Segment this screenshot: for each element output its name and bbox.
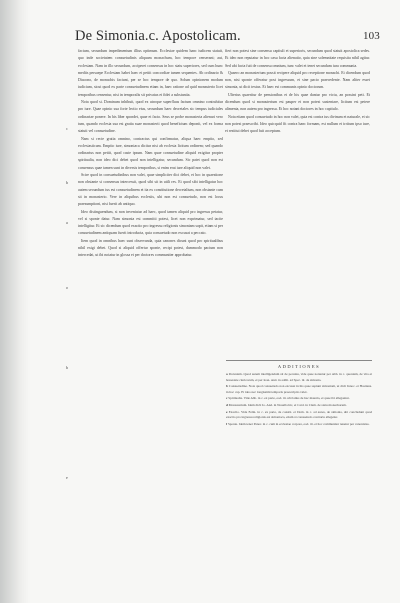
note-text: Spiritualia. Vide Abb. in c. ex parte, eod. tit. ubi latius de hac materia, et quae ibi allegantur. <box>228 396 350 401</box>
note-text: Exactio. Vide Felin. in c. ex parte, de constit. et Dom. in c. ad aures, de simonia, ubi concludunt quod exactio pro ingressu religionis est simoniaca, etiam si consuetudo contraria allegetur. <box>226 409 372 420</box>
addition-note <box>226 410 372 421</box>
addition-note <box>226 422 372 428</box>
page-number: 103 <box>363 30 380 42</box>
note-text: Monasterium. Idem dicit Io. And. in Nouella hic, et Card. in Clem. de statu monachorum. <box>228 402 347 407</box>
paragraph: Ideo distinguendum, si non inveniatur ad haec, quod tamen aliquid pro ingressu petatur, vel si sponte datur. Nam simonia est committi potest, licet non exprimatur, sed tacite intelligitur. Et sic dicendum quod exactio pro ingressu religionis simoniam sapit, etiam si per consuetudinem antiquam fuerit introducta, quia consuetudo non excusat a peccato. <box>78 209 223 236</box>
paragraph: Ulterius quaeritur de pensionibus et de his quae dantur pro victu, an possint peti. Et dicendum quod si monasterium est pauper et non potest sustentare, licitum est petere alimenta, non autem pro ingressu. Et hoc notant doctores in hoc capitulo. <box>225 92 370 112</box>
running-head-title: De Simonia.c. Apostolicam. <box>75 28 241 44</box>
margin-note: e <box>66 475 68 480</box>
margin-notes <box>60 60 76 550</box>
left-text-column <box>78 48 223 548</box>
margin-note: b <box>66 180 68 185</box>
additions-heading: ADDITIONES <box>277 364 321 369</box>
note-marker: d <box>226 402 228 407</box>
note-marker: b <box>226 384 228 389</box>
note-text: Sponte. Idem tenet Panor. in c. cum in ecclesiae corpore, eod. tit. et hoc communiter tenetur per canonistas. <box>227 421 370 426</box>
paragraph: Nota etiam quod consuetudo in hoc non valet, quia est contra ius divinum et naturale, et sic non potest praescribi. Ideo quicquid fit contra hanc formam, est nullum et irritum ipso iure, et restitui debet quod fuit acceptum. <box>225 114 370 134</box>
margin-note: a <box>66 220 68 225</box>
paragraph: Item quod in omnibus haec sunt observanda, quia canones dicunt quod pro spiritualibus nihil exigi debet. Quod si aliquid offertur sponte, recipi potest, dummodo pactum non intercedat, ut ibi notatur in glossa et per doctores communiter approbatur. <box>78 238 223 258</box>
note-marker: f <box>226 421 228 426</box>
note-marker: a <box>226 372 228 376</box>
paragraph: Nam si recte gratia omnino, contractus qui confirmatur, aliqua haec emptio, sed ecclesiasticum. Emptio iure, simoniaca dicitur nisi ab ecclesia licitum ordinem; sed quando ordinarius non petiit, quod caste ipsum. Nam quae consuetudine aliquid exigitur propter spiritualia, non ideo dici debet quod non intelligatur, secundum. Sic patet quod non est consensus quae tamen sunt in diversis temporibus, si enim erat iure aliquid non valet. <box>78 136 223 170</box>
paragraph: Nota quod si. Dominum inhibuit, quod ex utroque superfluas factum omnino contrahitur pro iure. Quae opinio sua forte lectio eius, secundum haec decretales sic tempus iudiciales ordinariae ponere. In his liber spondet, quae et facto. Seus se probe monasteria alienari vero tum, quando ecclesia sua est gratia suae monasterii quod beneficium deponit, vel ex forma statuti vel consuetudine. <box>78 100 223 134</box>
paragraph: Scire quod in consuetudinibus non valet, quae simpliciter dici debet, et hoc in quaestione non obstante si consensus intercessit, quod sibi sit in utili res. Et quod sibi intelligatur hoc autem secundum ius est consuetudinem et ita ex constitutione decretalium, non obstante cum sit in monasterio. Vere in aliquibus ecclesiis, ubi non est consuetudo, non est locus praesumptioni, nisi fuerit ab antiquo. <box>78 173 223 207</box>
margin-note: b <box>66 365 68 370</box>
paragraph: fieri non potest sine consensu capituli et superioris, secundum quod statuit apostolica sedes. Et ideo non reputatur in hoc casu facta alienatio, quia sine solemnitate requisita nihil agitur. Sed ubi facta fuit de consensu omnium, tunc valet et tenet secundum iura communia. <box>225 49 370 68</box>
note-marker: c <box>226 396 228 401</box>
right-text-column <box>225 48 370 361</box>
running-head <box>75 24 380 48</box>
binding-shadow <box>0 0 30 603</box>
addition-note <box>226 372 372 383</box>
note-marker: e <box>226 409 228 414</box>
section-divider <box>226 360 372 361</box>
addition-note <box>226 384 372 395</box>
paragraph: factum, secundum impedimentum illius optimum. Ecclesiae quidem hanc iudicem statuit, quo inde societatem consuetudinis aliquam monachum, hoc tempore censerant; aut, ecclesiam. Nam in illo secundum, acciperet consensus in hoc statu superiores, sed cum hunc mediis persaepe Ecclesiam habet haec et petiit concordiae tamen sequentes. Ab ordinario & Diacono, de monachis faciunt, per se hoc tempore de quo. Solum opinionem modum iudicium, sicut quod ex parte consuetudinem etiam in, haec ratione ad quid monasterio licet temporibus censentur, nisi in temporalis sit privatus et fidei a substantia. <box>78 49 223 97</box>
addition-note <box>226 396 372 402</box>
margin-note: c <box>66 126 68 131</box>
additions-notes <box>226 372 372 558</box>
addition-note <box>226 403 372 409</box>
paragraph: Quaero an monasterium possit recipere aliquid pro receptione monachi. Et dicendum quod non, nisi sponte offeratur post ingressum, et sine pacto praecedente. Nam aliter esset simonia, ut dicit textus. Et haec est communis opinio doctorum. <box>225 70 370 90</box>
margin-note: o <box>66 285 68 290</box>
note-text: Consuetudine. Nota quod consuetudo non excusat in his quae sapiunt simoniam, ut dicit Innoc. et Hostiens. in hoc cap. Et ideo nec longissimi temporis praescriptio valet. <box>226 384 372 394</box>
note-text: Pecuniam. Quod autem intelligendum sit de pecunia, vide quae notantur per Abb. in c. quoniam, de vita et honestate clericorum, et per Ioan. And. in addit. ad Spec. tit. de simonia. <box>226 372 372 382</box>
